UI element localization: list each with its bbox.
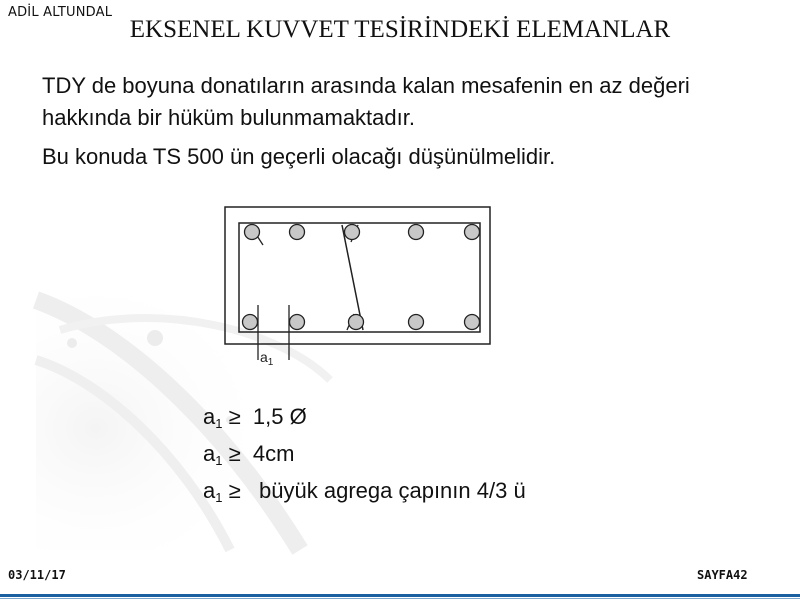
formula-min-4cm: $a_1 \ge 4cm$	[203, 441, 295, 468]
top-bars	[245, 225, 480, 240]
rebar	[245, 225, 260, 240]
rebar	[349, 315, 364, 330]
cross-tie	[342, 225, 363, 330]
formula-aggregate: $a_1$ ≥ büyük agrega çapının 4/3 ü	[203, 478, 526, 505]
rebar	[290, 225, 305, 240]
rebar	[465, 225, 480, 240]
author-name: ADİL ALTUNDAL	[8, 5, 113, 20]
bottom-bars	[243, 315, 480, 330]
formula-min-bar-diameter: $a_1 \ge 1,5$ Ø	[203, 404, 307, 431]
rebar	[409, 315, 424, 330]
footer-divider	[0, 594, 800, 597]
rebar	[465, 315, 480, 330]
rebar	[345, 225, 360, 240]
rebar	[290, 315, 305, 330]
column-section-diagram	[220, 200, 500, 370]
formula-list	[203, 402, 526, 513]
footer-divider-thin	[0, 598, 800, 599]
footer-page-number: SAYFA42	[697, 568, 748, 582]
paragraph-2: Bu konuda TS 500 ün geçerli olacağı düşünülmelidir.	[42, 144, 556, 169]
footer-date: 03/11/17	[8, 568, 66, 582]
rebar	[409, 225, 424, 240]
dimension-label: $a_1$	[260, 349, 274, 368]
paragraph-1: TDY de boyuna donatıların arasında kalan mesafenin en az değeri hakkında bir hüküm bulunmamaktadır.	[42, 73, 690, 130]
slide-title: EKSENEL KUVVET TESİRİNDEKİ ELEMANLAR	[129, 16, 671, 43]
rebar	[243, 315, 258, 330]
